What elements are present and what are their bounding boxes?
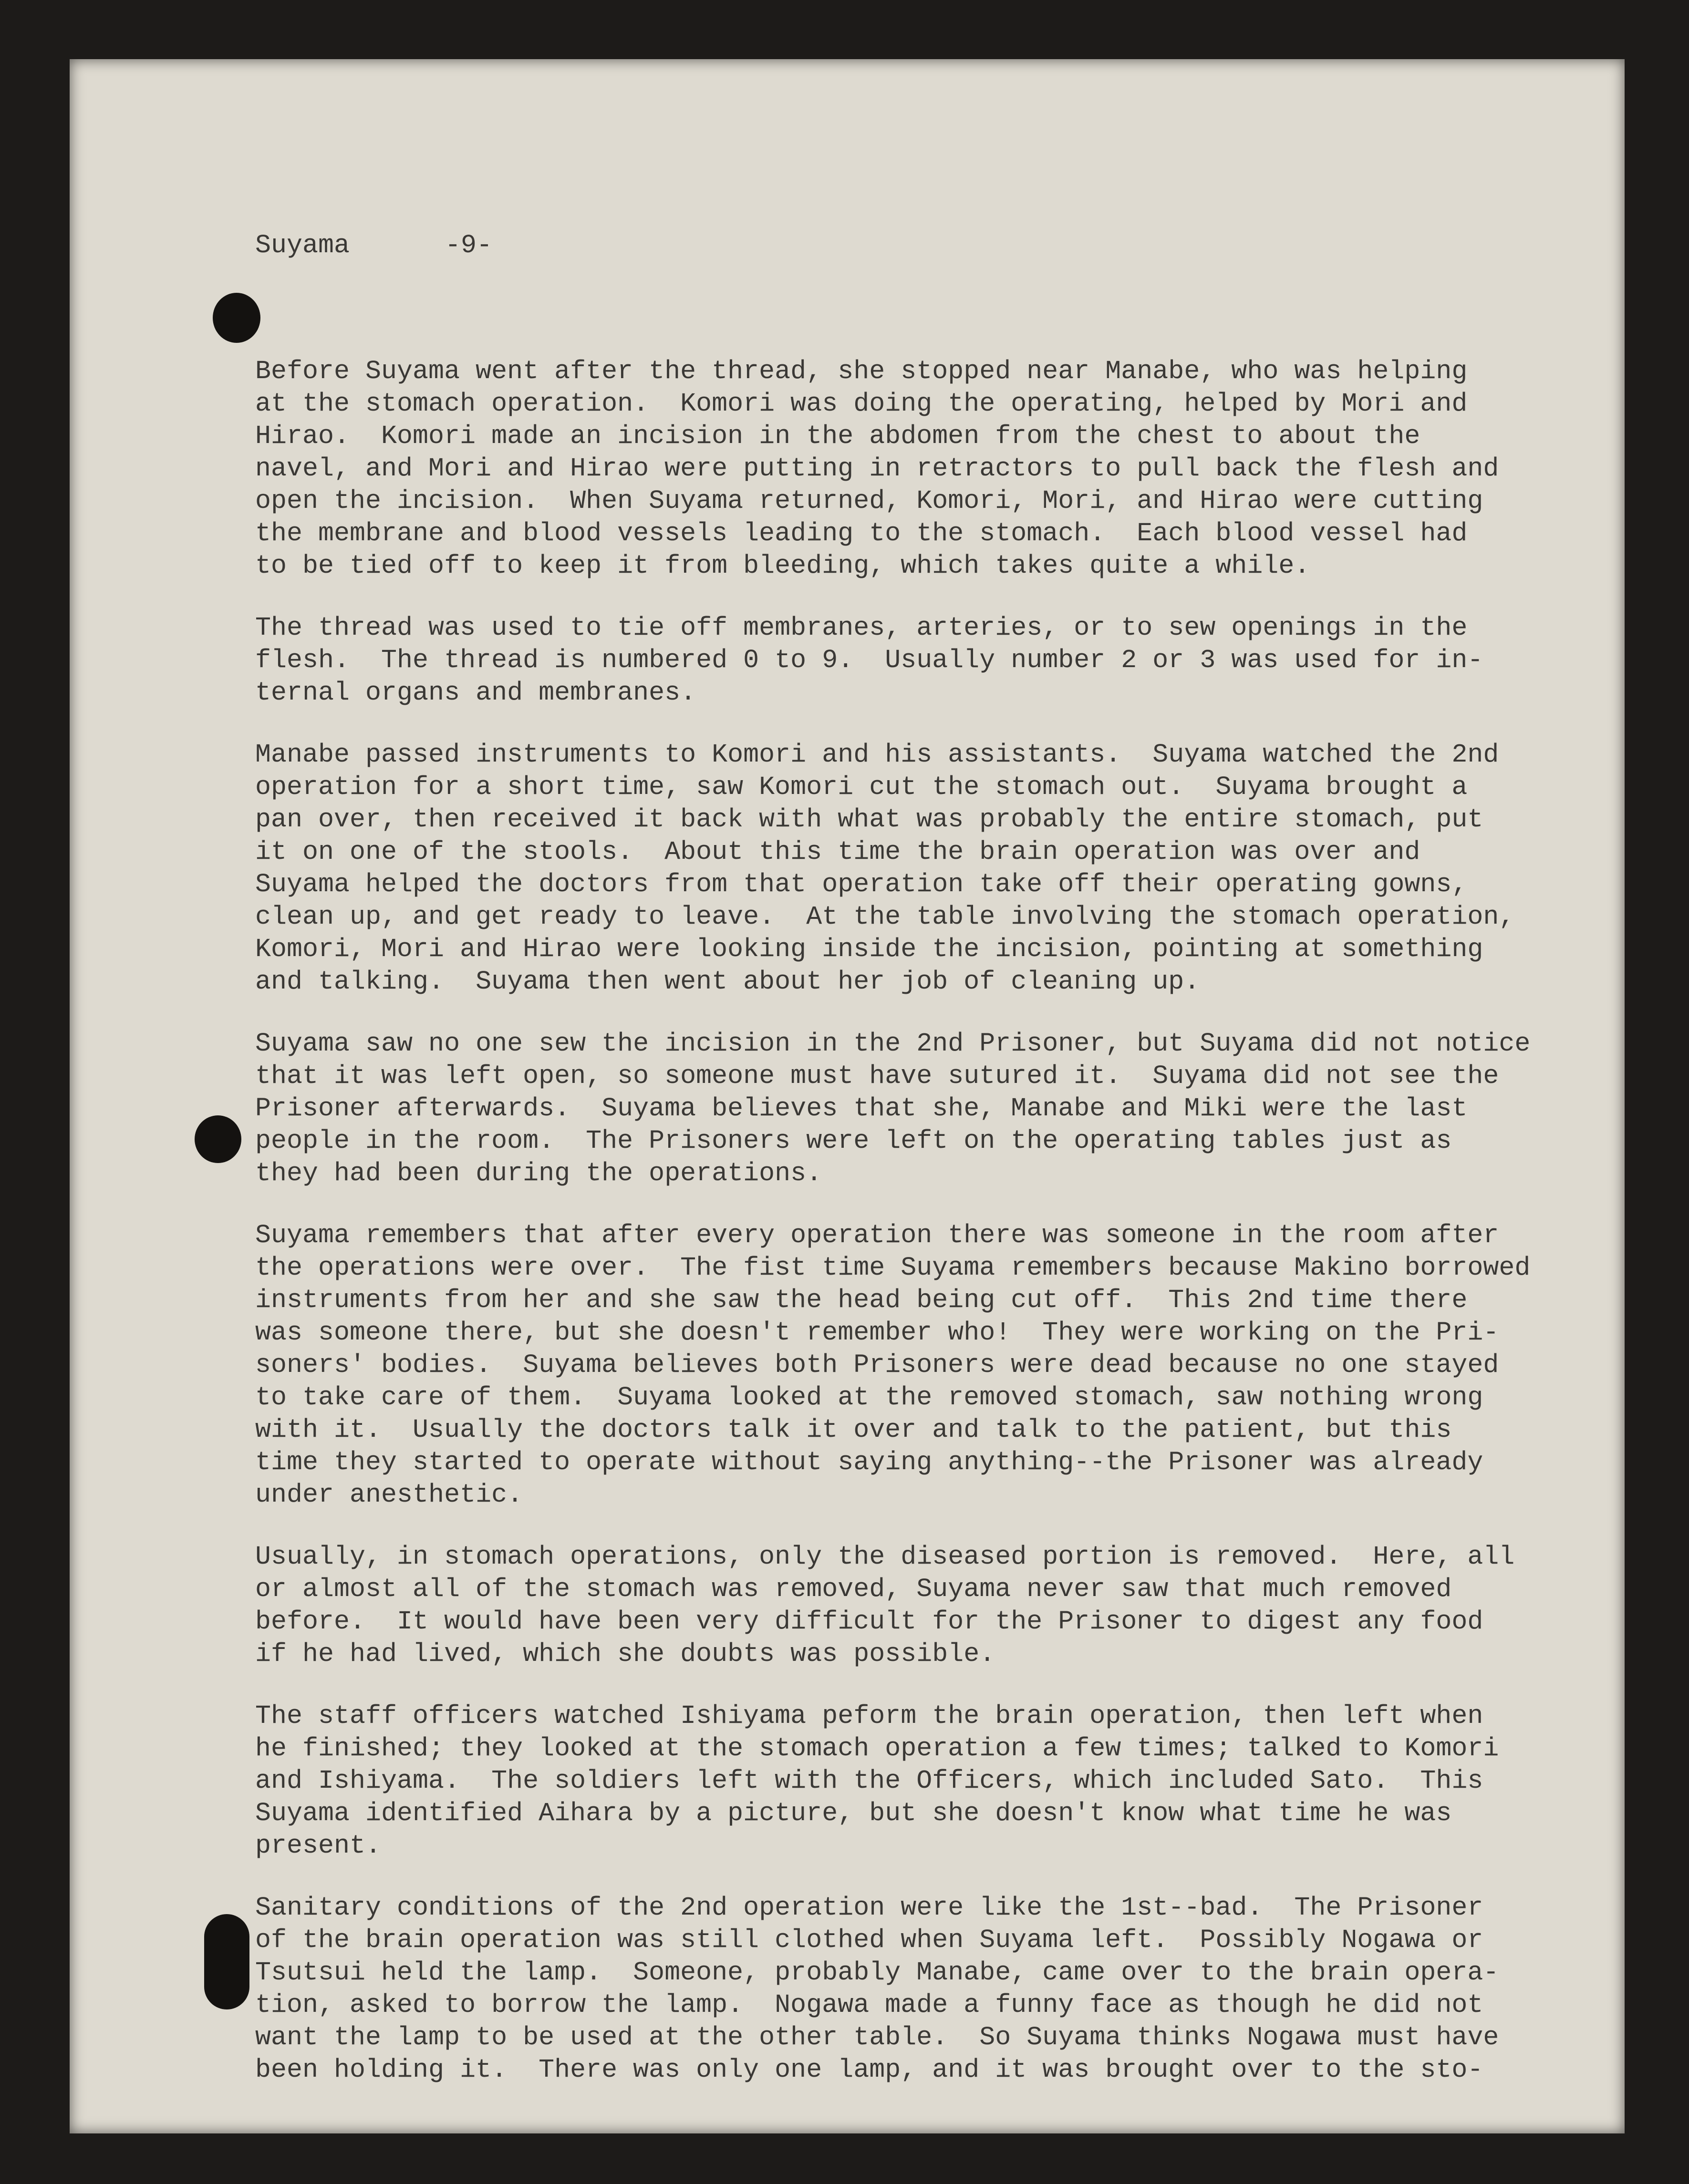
punch-hole-top — [213, 293, 260, 343]
text-line: Hirao. Komori made an incision in the abdomen from the chest to about the — [255, 421, 1420, 451]
text-line: Suyama helped the doctors from that operation take off their operating gowns, — [255, 869, 1468, 899]
text-line: been holding it. There was only one lamp, and it was brought over to the sto- — [255, 2055, 1483, 2085]
text-line: Usually, in stomach operations, only the diseased portion is removed. Here, all — [255, 1542, 1515, 1572]
page-number: -9- — [445, 230, 493, 260]
punch-hole-middle — [195, 1115, 241, 1163]
text-line: with it. Usually the doctors talk it over and talk to the patient, but this — [255, 1415, 1452, 1445]
text-line: Suyama identified Aihara by a picture, but she doesn't know what time he was — [255, 1798, 1452, 1828]
text-line: under anesthetic. — [255, 1480, 523, 1510]
text-line: want the lamp to be used at the other table. So Suyama thinks Nogawa must have — [255, 2022, 1499, 2052]
text-line: Sanitary conditions of the 2nd operation were like the 1st--bad. The Prisoner — [255, 1893, 1483, 1923]
text-line: Komori, Mori and Hirao were looking inside the incision, pointing at something — [255, 934, 1483, 964]
text-line: clean up, and get ready to leave. At the table involving the stomach operation, — [255, 902, 1515, 932]
text-line: people in the room. The Prisoners were left on the operating tables just as — [255, 1126, 1452, 1156]
text-line: and talking. Suyama then went about her job of cleaning up. — [255, 967, 1200, 997]
text-line: The thread was used to tie off membranes, arteries, or to sew openings in the — [255, 613, 1468, 643]
text-line: time they started to operate without saying anything--the Prisoner was already — [255, 1447, 1483, 1477]
paragraphs — [255, 355, 1576, 2086]
text-line: before. It would have been very difficult for the Prisoner to digest any food — [255, 1607, 1483, 1637]
text-line: if he had lived, which she doubts was possible. — [255, 1639, 995, 1669]
paragraph — [255, 1541, 1576, 1670]
paragraph — [255, 612, 1576, 709]
text-line: ternal organs and membranes. — [255, 678, 696, 708]
text-line: to be tied off to keep it from bleeding, which takes quite a while. — [255, 551, 1310, 581]
text-line: Before Suyama went after the thread, she stopped near Manabe, who was helping — [255, 356, 1468, 386]
header-name: Suyama — [255, 230, 350, 260]
text-line: Manabe passed instruments to Komori and his assistants. Suyama watched the 2nd — [255, 740, 1499, 770]
text-line: present. — [255, 1831, 382, 1861]
punch-hole-bottom — [204, 1914, 249, 2009]
text-line: Prisoner afterwards. Suyama believes that she, Manabe and Miki were the last — [255, 1093, 1468, 1123]
paragraph — [255, 1219, 1576, 1511]
text-line: open the incision. When Suyama returned, Komori, Mori, and Hirao were cutting — [255, 486, 1483, 516]
text-line: to take care of them. Suyama looked at the removed stomach, saw nothing wrong — [255, 1382, 1483, 1412]
text-line: Suyama saw no one sew the incision in the 2nd Prisoner, but Suyama did not notice — [255, 1029, 1531, 1059]
text-line: they had been during the operations. — [255, 1158, 822, 1188]
text-line: Suyama remembers that after every operation there was someone in the room after — [255, 1220, 1499, 1250]
text-line: Tsutsui held the lamp. Someone, probably Manabe, came over to the brain opera- — [255, 1957, 1499, 1988]
text-line: flesh. The thread is numbered 0 to 9. Usually number 2 or 3 was used for in- — [255, 645, 1483, 675]
text-line: the membrane and blood vessels leading to the stomach. Each blood vessel had — [255, 518, 1468, 548]
text-line: soners' bodies. Suyama believes both Prisoners were dead because no one stayed — [255, 1350, 1499, 1380]
text-line: the operations were over. The fist time Suyama remembers because Makino borrowed — [255, 1253, 1531, 1283]
text-line: he finished; they looked at the stomach operation a few times; talked to Komori — [255, 1733, 1499, 1763]
text-line: operation for a short time, saw Komori cut the stomach out. Suyama brought a — [255, 772, 1468, 802]
paragraph — [255, 1028, 1576, 1190]
paragraph — [255, 1700, 1576, 1862]
text-line: of the brain operation was still clothed when Suyama left. Possibly Nogawa or — [255, 1925, 1483, 1955]
typed-text-body — [255, 165, 1576, 2148]
text-line: The staff officers watched Ishiyama peform the brain operation, then left when — [255, 1701, 1483, 1731]
paragraph — [255, 1892, 1576, 2086]
text-line: pan over, then received it back with what was probably the entire stomach, put — [255, 804, 1483, 834]
text-line: was someone there, but she doesn't remember who! They were working on the Pri- — [255, 1318, 1499, 1348]
text-line: instruments from her and she saw the head being cut off. This 2nd time there — [255, 1285, 1468, 1315]
text-line: that it was left open, so someone must have sutured it. Suyama did not see the — [255, 1061, 1499, 1091]
text-line: tion, asked to borrow the lamp. Nogawa made a funny face as though he did not — [255, 1990, 1483, 2020]
text-line: at the stomach operation. Komori was doing the operating, helped by Mori and — [255, 389, 1468, 419]
page-header — [255, 229, 1576, 262]
text-line: it on one of the stools. About this time the brain operation was over and — [255, 837, 1420, 867]
paragraph — [255, 739, 1576, 998]
paragraph — [255, 355, 1576, 582]
text-line: and Ishiyama. The soldiers left with the Officers, which included Sato. This — [255, 1766, 1483, 1796]
text-line: or almost all of the stomach was removed, Suyama never saw that much removed — [255, 1574, 1452, 1604]
text-line: navel, and Mori and Hirao were putting in retractors to pull back the flesh and — [255, 453, 1499, 484]
